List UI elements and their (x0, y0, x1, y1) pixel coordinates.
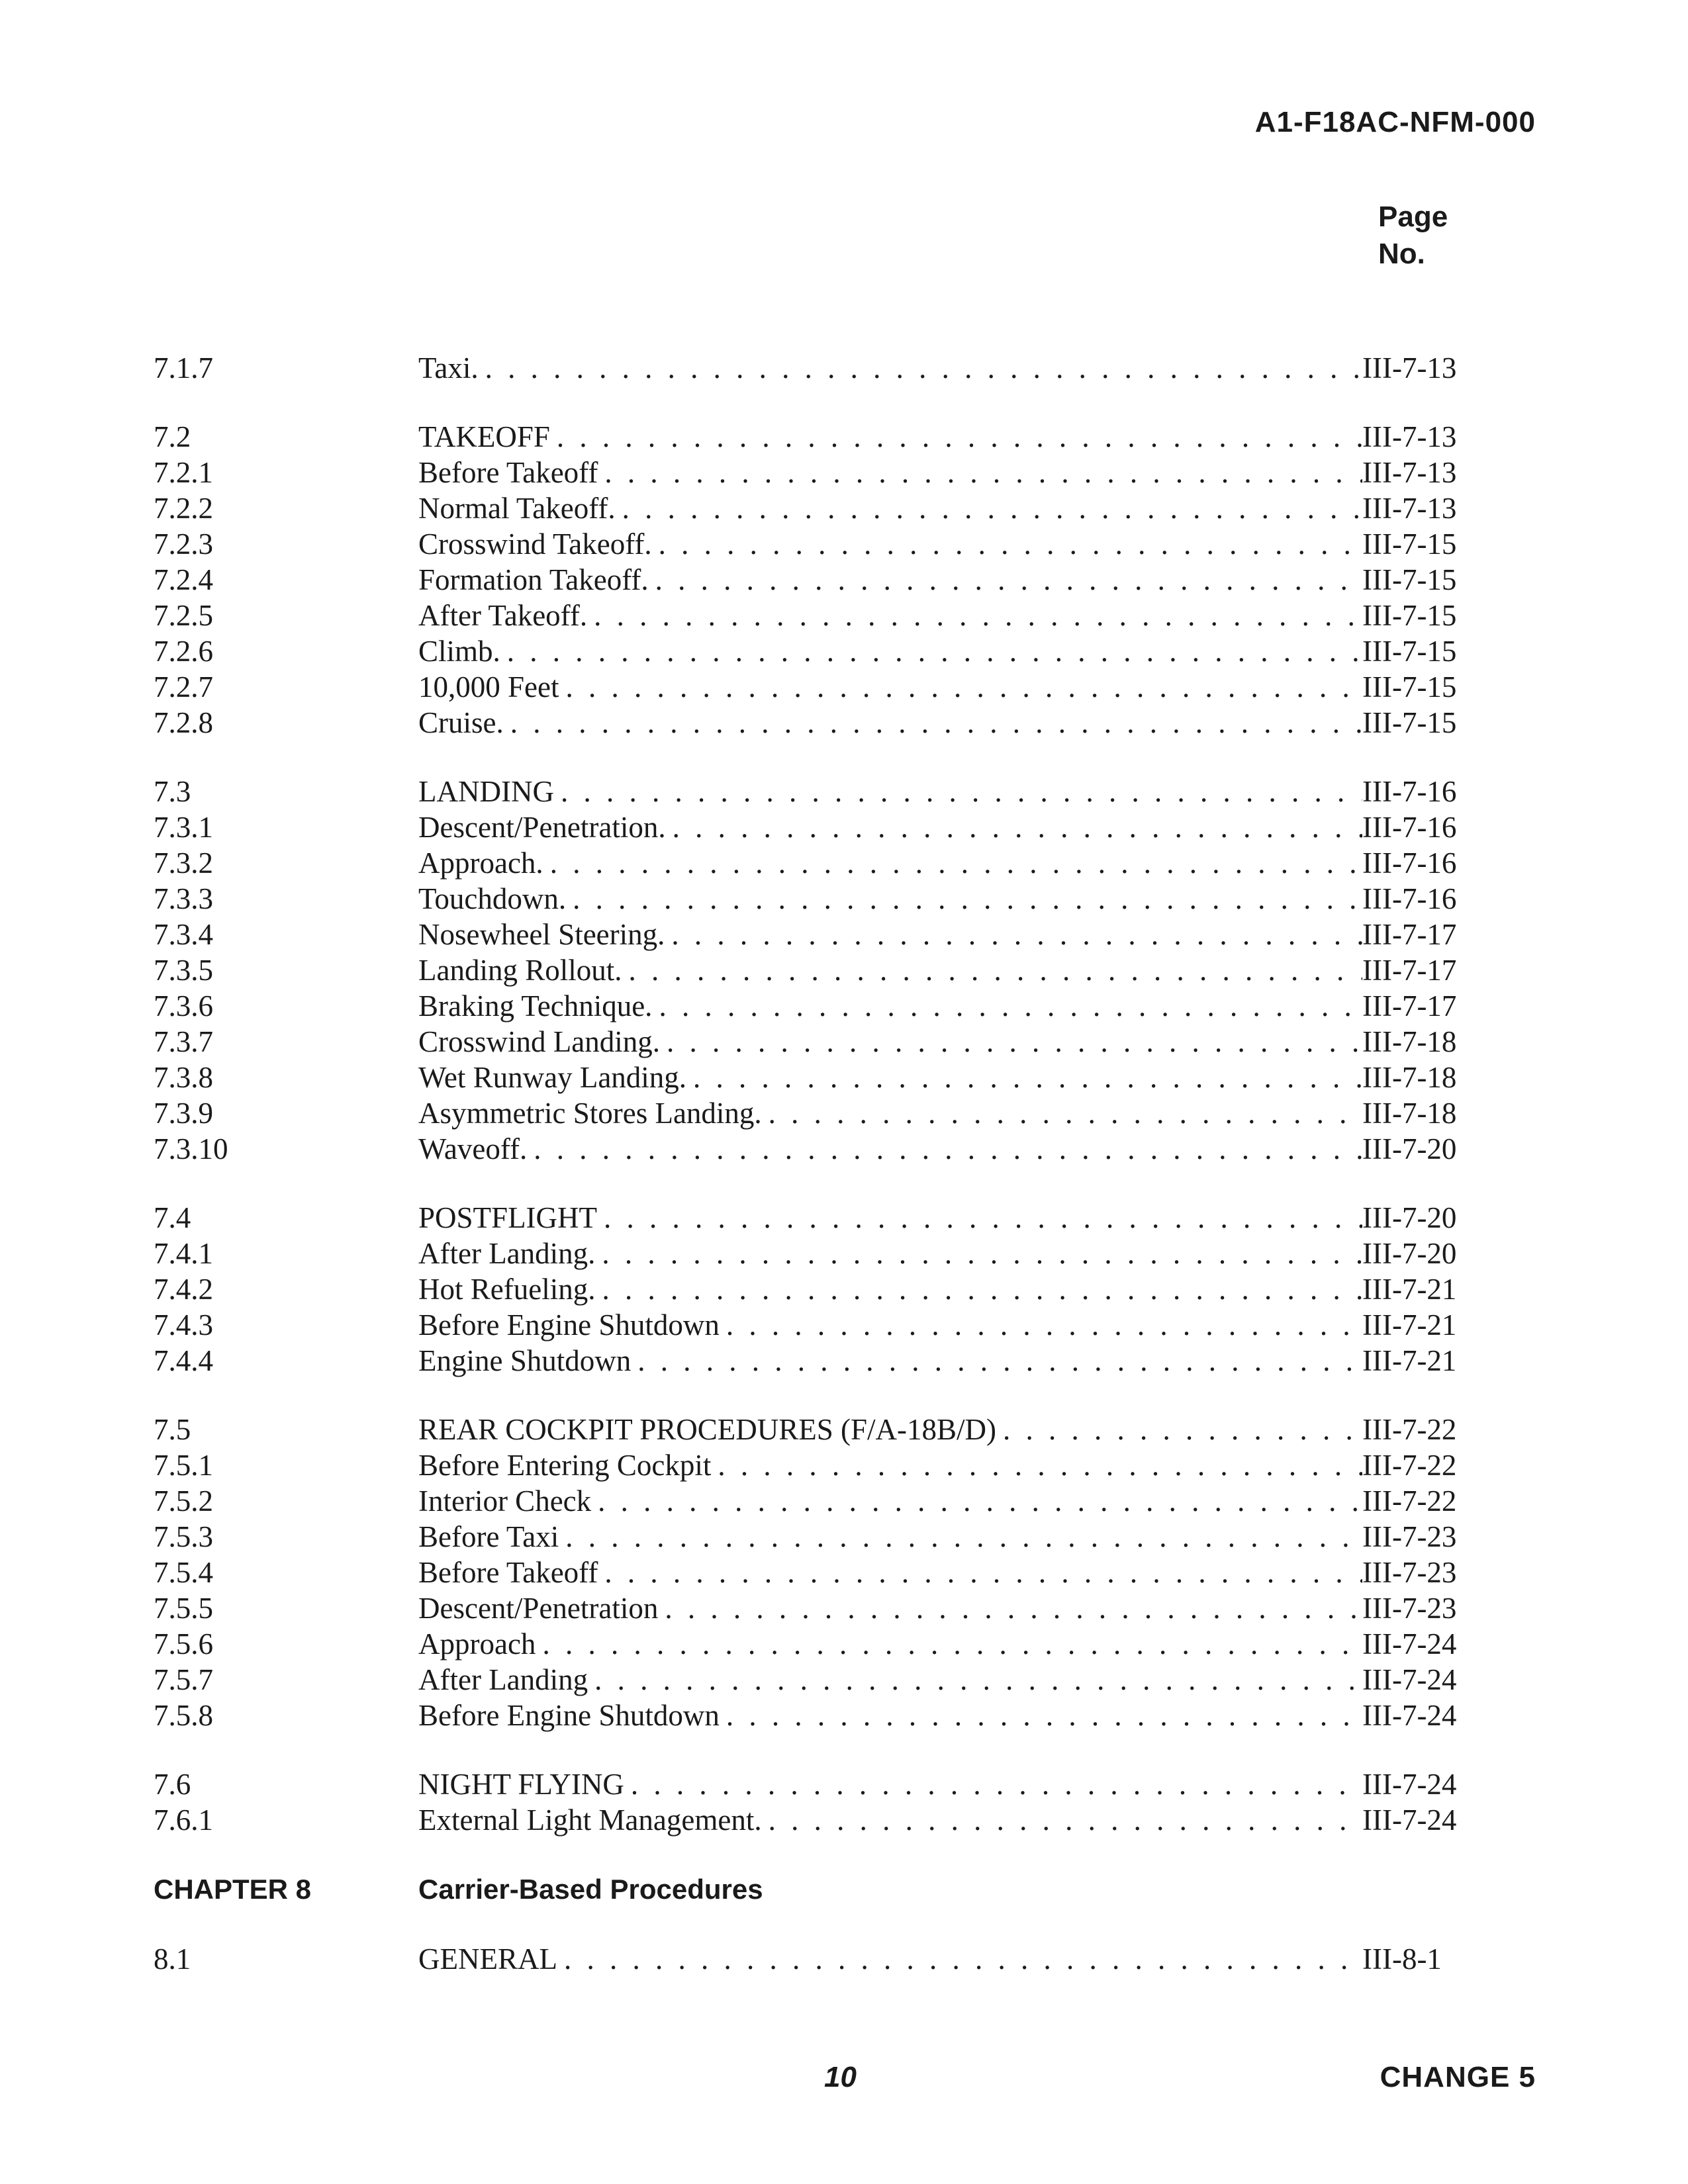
toc-entry-title: Formation Takeoff. (418, 563, 649, 596)
toc-entry (154, 455, 1485, 490)
toc-entry-title-area (418, 1060, 1362, 1095)
toc-entry (154, 917, 1485, 952)
toc-entry (154, 419, 1485, 455)
dot-leader (554, 774, 1362, 809)
toc-entry-title-area (418, 598, 1362, 633)
dot-leader (527, 1131, 1362, 1167)
footer-page-number: 10 (824, 2061, 857, 2093)
toc-entry-number: 7.5.1 (154, 1449, 213, 1482)
toc-entry-page: III-7-21 (1362, 1308, 1457, 1342)
toc-entry-number: 7.2 (154, 420, 191, 453)
toc-entry-title: Wet Runway Landing. (418, 1061, 687, 1094)
toc-entry (154, 1802, 1485, 1838)
page-number-column-heading (1378, 199, 1448, 273)
toc-entry (154, 1307, 1485, 1343)
toc-entry-title: Approach. (418, 846, 543, 880)
toc-entry-number: 7.3.4 (154, 918, 213, 951)
toc-entry-page: III-7-24 (1362, 1699, 1457, 1732)
dot-leader (652, 526, 1362, 562)
toc-entry-page: III-7-16 (1362, 775, 1457, 808)
toc-entry-title-area (418, 1483, 1362, 1519)
dot-leader (550, 419, 1362, 455)
toc-entry (154, 1343, 1485, 1379)
toc-entry-number: 7.1.7 (154, 351, 213, 385)
toc-entry-title: GENERAL (418, 1942, 557, 1976)
toc-entry-page: III-7-18 (1362, 1097, 1457, 1130)
dot-leader (622, 952, 1363, 988)
toc-entry-page: III-7-16 (1362, 846, 1457, 880)
toc-entry-title: Crosswind Landing. (418, 1025, 660, 1058)
toc-entry-number: 7.2.4 (154, 563, 213, 596)
toc-entry-title-area (418, 1802, 1362, 1838)
toc-entry-title-area (418, 1271, 1362, 1307)
toc-entry (154, 1095, 1485, 1131)
dot-leader (479, 350, 1362, 386)
toc-entry-number: 7.2.8 (154, 706, 213, 739)
toc-entry-number: 8.1 (154, 1942, 191, 1976)
toc-entry-title-area (418, 1236, 1362, 1271)
toc-entry-title: Before Engine Shutdown (418, 1699, 720, 1732)
toc-entry-title: Approach (418, 1627, 536, 1661)
dot-leader (631, 1343, 1362, 1379)
dot-leader (587, 598, 1362, 633)
toc-entry-title: Before Takeoff (418, 456, 598, 489)
toc-entry-title: Hot Refueling. (418, 1273, 596, 1306)
toc-entry-page: III-7-22 (1362, 1484, 1457, 1518)
toc-entry (154, 705, 1485, 741)
toc-entry-number: 7.3.1 (154, 811, 213, 844)
toc-entry-title-area (418, 562, 1362, 598)
toc-entry-title-area (418, 917, 1362, 952)
toc-entry-title: Interior Check (418, 1484, 592, 1518)
toc-entry-title: Cruise. (418, 706, 504, 739)
toc-entry-title-area (418, 1519, 1362, 1555)
toc-entry-page: III-7-24 (1362, 1663, 1457, 1696)
toc-entry (154, 633, 1485, 669)
toc-entry-title: Waveoff. (418, 1132, 528, 1165)
dot-leader (595, 1271, 1362, 1307)
toc-entry-title-area (418, 809, 1362, 845)
toc-entry-number: 7.5.7 (154, 1663, 213, 1696)
chapter-title: Carrier-Based Procedures (418, 1874, 763, 1905)
dot-leader (996, 1412, 1362, 1447)
toc-entry-number: 7.2.7 (154, 670, 213, 704)
toc-entry-page: III-7-13 (1362, 420, 1457, 453)
toc-entry-title-area (418, 1941, 1362, 1977)
toc-entry-title-area (418, 1200, 1362, 1236)
dot-leader (762, 1802, 1362, 1838)
toc-entry-title-area (418, 988, 1362, 1024)
toc-entry (154, 1941, 1485, 1977)
toc-entry (154, 1200, 1485, 1236)
dot-leader (686, 1060, 1362, 1095)
toc-entry-number: 7.2.2 (154, 492, 213, 525)
toc-entry-title: Before Entering Cockpit (418, 1449, 712, 1482)
toc-entry-page: III-7-15 (1362, 706, 1457, 739)
toc-entry-title: Asymmetric Stores Landing. (418, 1097, 762, 1130)
toc-entry-page: III-7-18 (1362, 1061, 1457, 1094)
page-heading-line1: Page (1378, 201, 1448, 233)
toc-entry-title: Before Taxi (418, 1520, 559, 1553)
toc-entry-title: TAKEOFF (418, 420, 550, 453)
toc-entry-page: III-7-15 (1362, 635, 1457, 668)
toc-entry-number: 7.3.8 (154, 1061, 213, 1094)
toc-entry (154, 952, 1485, 988)
toc-entry (154, 845, 1485, 881)
toc-entry (154, 1024, 1485, 1060)
toc-entry-page: III-7-21 (1362, 1273, 1457, 1306)
toc-entry (154, 1412, 1485, 1447)
toc-entry-title-area (418, 1590, 1362, 1626)
toc-section-group (154, 1200, 1485, 1379)
toc-entry-title: Normal Takeoff. (418, 492, 616, 525)
page-heading-line2: No. (1378, 238, 1425, 270)
dot-leader (536, 1626, 1362, 1662)
document-id: A1-F18AC-NFM-000 (1254, 106, 1536, 138)
toc-entry-page: III-7-15 (1362, 563, 1457, 596)
dot-leader (595, 1236, 1362, 1271)
dot-leader (598, 455, 1362, 490)
toc-entry-page: III-7-13 (1362, 492, 1457, 525)
toc-entry-title: Nosewheel Steering. (418, 918, 665, 951)
toc-entry (154, 881, 1485, 917)
toc-entry-number: 7.2.5 (154, 599, 213, 632)
toc-entry (154, 562, 1485, 598)
toc-entry-title-area (418, 881, 1362, 917)
toc-entry (154, 490, 1485, 526)
toc-entry-number: 7.3 (154, 775, 191, 808)
toc-entry (154, 1447, 1485, 1483)
toc-entry-title: Braking Technique. (418, 989, 653, 1023)
toc-entry-number: 7.4.3 (154, 1308, 213, 1342)
toc-entry-number: 7.3.10 (154, 1132, 228, 1165)
toc-entry-title-area (418, 1626, 1362, 1662)
dot-leader (504, 705, 1362, 741)
toc-entry-title: Before Engine Shutdown (418, 1308, 720, 1342)
dot-leader (559, 669, 1362, 705)
toc-entry-title: Descent/Penetration. (418, 811, 666, 844)
toc-section-group (154, 1766, 1485, 1838)
dot-leader (566, 881, 1362, 917)
toc-entry (154, 669, 1485, 705)
toc-entry (154, 1236, 1485, 1271)
table-of-contents (154, 350, 1485, 2010)
toc-entry-page: III-8-1 (1362, 1942, 1442, 1976)
toc-entry (154, 1698, 1485, 1733)
toc-entry-page: III-7-22 (1362, 1449, 1457, 1482)
toc-entry-title: POSTFLIGHT (418, 1201, 598, 1234)
toc-entry (154, 988, 1485, 1024)
toc-entry (154, 1590, 1485, 1626)
dot-leader (660, 1024, 1362, 1060)
toc-entry-number: 7.2.1 (154, 456, 213, 489)
toc-entry-title-area (418, 1412, 1362, 1447)
dot-leader (588, 1662, 1362, 1698)
toc-entry-title: Taxi. (418, 351, 479, 385)
toc-entry-number: 7.4 (154, 1201, 191, 1234)
toc-entry-number: 7.4.2 (154, 1273, 213, 1306)
toc-entry-title-area (418, 1662, 1362, 1698)
dot-leader (658, 1590, 1362, 1626)
toc-entry-page: III-7-18 (1362, 1025, 1457, 1058)
toc-entry-page: III-7-21 (1362, 1344, 1457, 1377)
toc-entry-title-area (418, 419, 1362, 455)
toc-entry-number: 7.3.9 (154, 1097, 213, 1130)
toc-entry-title-area (418, 1698, 1362, 1733)
dot-leader (598, 1555, 1362, 1590)
toc-entry-title: Descent/Penetration (418, 1592, 659, 1625)
toc-entry-title-area (418, 490, 1362, 526)
chapter-heading (154, 1870, 1485, 1909)
dot-leader (559, 1519, 1362, 1555)
toc-entry-number: 7.6.1 (154, 1803, 213, 1837)
toc-entry-number: 7.3.6 (154, 989, 213, 1023)
toc-section-group (154, 1941, 1485, 1977)
toc-section-group (154, 774, 1485, 1167)
toc-entry-title-area (418, 1766, 1362, 1802)
toc-entry-page: III-7-24 (1362, 1768, 1457, 1801)
toc-entry-number: 7.5.8 (154, 1699, 213, 1732)
toc-entry-title-area (418, 633, 1362, 669)
dot-leader (666, 809, 1362, 845)
toc-entry-page: III-7-23 (1362, 1592, 1457, 1625)
dot-leader (500, 633, 1362, 669)
toc-entry (154, 1555, 1485, 1590)
toc-entry-title: LANDING (418, 775, 554, 808)
toc-entry (154, 774, 1485, 809)
toc-entry (154, 1060, 1485, 1095)
toc-entry-number: 7.3.3 (154, 882, 213, 915)
toc-entry-page: III-7-24 (1362, 1803, 1457, 1837)
toc-entry-page: III-7-23 (1362, 1520, 1457, 1553)
toc-entry-page: III-7-23 (1362, 1556, 1457, 1589)
toc-entry-title: After Takeoff. (418, 599, 588, 632)
toc-entry-title: Climb. (418, 635, 500, 668)
toc-entry-title-area (418, 774, 1362, 809)
toc-entry-number: 7.3.5 (154, 954, 213, 987)
dot-leader (543, 845, 1362, 881)
toc-entry-page: III-7-20 (1362, 1201, 1457, 1234)
toc-entry-number: 7.5.3 (154, 1520, 213, 1553)
toc-section-group (154, 1412, 1485, 1733)
toc-entry-page: III-7-17 (1362, 989, 1457, 1023)
toc-entry-title-area (418, 455, 1362, 490)
toc-entry-page: III-7-15 (1362, 670, 1457, 704)
toc-entry-number: 7.4.4 (154, 1344, 213, 1377)
toc-entry-page: III-7-20 (1362, 1237, 1457, 1270)
footer-change-notice: CHANGE 5 (1380, 2061, 1536, 2093)
toc-entry-title: NIGHT FLYING (418, 1768, 624, 1801)
toc-entry-title-area (418, 526, 1362, 562)
toc-entry-page: III-7-15 (1362, 527, 1457, 561)
toc-entry-title: Touchdown. (418, 882, 567, 915)
toc-entry (154, 809, 1485, 845)
chapter-label: CHAPTER 8 (154, 1874, 312, 1905)
toc-section-group (154, 350, 1485, 386)
toc-entry (154, 526, 1485, 562)
toc-entry-title-area (418, 1447, 1362, 1483)
toc-entry-number: 7.5.6 (154, 1627, 213, 1661)
toc-entry (154, 1626, 1485, 1662)
toc-entry-page: III-7-15 (1362, 599, 1457, 632)
toc-entry-page: III-7-17 (1362, 954, 1457, 987)
toc-entry-number: 7.2.3 (154, 527, 213, 561)
toc-entry-number: 7.3.7 (154, 1025, 213, 1058)
toc-entry-page: III-7-16 (1362, 882, 1457, 915)
dot-leader (720, 1698, 1362, 1733)
toc-entry (154, 1271, 1485, 1307)
dot-leader (649, 562, 1362, 598)
dot-leader (597, 1200, 1362, 1236)
toc-entry-title: 10,000 Feet (418, 670, 559, 704)
toc-entry-title-area (418, 952, 1362, 988)
toc-entry (154, 350, 1485, 386)
toc-entry (154, 1483, 1485, 1519)
toc-entry-number: 7.6 (154, 1768, 191, 1801)
toc-entry (154, 1131, 1485, 1167)
toc-entry-title-area (418, 1343, 1362, 1379)
dot-leader (624, 1766, 1362, 1802)
toc-entry (154, 1766, 1485, 1802)
toc-entry-title-area (418, 1555, 1362, 1590)
dot-leader (711, 1447, 1362, 1483)
toc-entry-title-area (418, 669, 1362, 705)
toc-entry-title: REAR COCKPIT PROCEDURES (F/A-18B/D) (418, 1413, 997, 1446)
toc-entry-page: III-7-20 (1362, 1132, 1457, 1165)
toc-entry-title-area (418, 845, 1362, 881)
toc-entry-title-area (418, 1131, 1362, 1167)
toc-entry-title: Engine Shutdown (418, 1344, 632, 1377)
toc-entry-page: III-7-16 (1362, 811, 1457, 844)
toc-entry-title: After Landing. (418, 1237, 596, 1270)
toc-entry-page: III-7-13 (1362, 351, 1457, 385)
toc-entry-number: 7.5.2 (154, 1484, 213, 1518)
dot-leader (665, 917, 1362, 952)
toc-entry-title: External Light Management. (418, 1803, 762, 1837)
toc-entry-page: III-7-17 (1362, 918, 1457, 951)
dot-leader (762, 1095, 1362, 1131)
toc-entry-title: Landing Rollout. (418, 954, 622, 987)
toc-entry-title: After Landing (418, 1663, 588, 1696)
toc-entry-page: III-7-24 (1362, 1627, 1457, 1661)
toc-entry-number: 7.5 (154, 1413, 191, 1446)
toc-entry-title: Before Takeoff (418, 1556, 598, 1589)
toc-entry-page: III-7-13 (1362, 456, 1457, 489)
toc-entry-number: 7.5.5 (154, 1592, 213, 1625)
toc-entry-title-area (418, 705, 1362, 741)
toc-entry-number: 7.4.1 (154, 1237, 213, 1270)
toc-entry (154, 598, 1485, 633)
toc-entry (154, 1662, 1485, 1698)
dot-leader (557, 1941, 1362, 1977)
toc-entry-number: 7.5.4 (154, 1556, 213, 1589)
toc-entry-number: 7.2.6 (154, 635, 213, 668)
toc-entry-title: Crosswind Takeoff. (418, 527, 652, 561)
dot-leader (591, 1483, 1362, 1519)
toc-entry-title-area (418, 1307, 1362, 1343)
dot-leader (652, 988, 1362, 1024)
dot-leader (616, 490, 1362, 526)
dot-leader (720, 1307, 1362, 1343)
toc-entry-number: 7.3.2 (154, 846, 213, 880)
toc-section-group (154, 419, 1485, 741)
toc-entry-title-area (418, 1095, 1362, 1131)
toc-entry-title-area (418, 1024, 1362, 1060)
toc-entry-page: III-7-22 (1362, 1413, 1457, 1446)
toc-entry-title-area (418, 350, 1362, 386)
toc-entry (154, 1519, 1485, 1555)
